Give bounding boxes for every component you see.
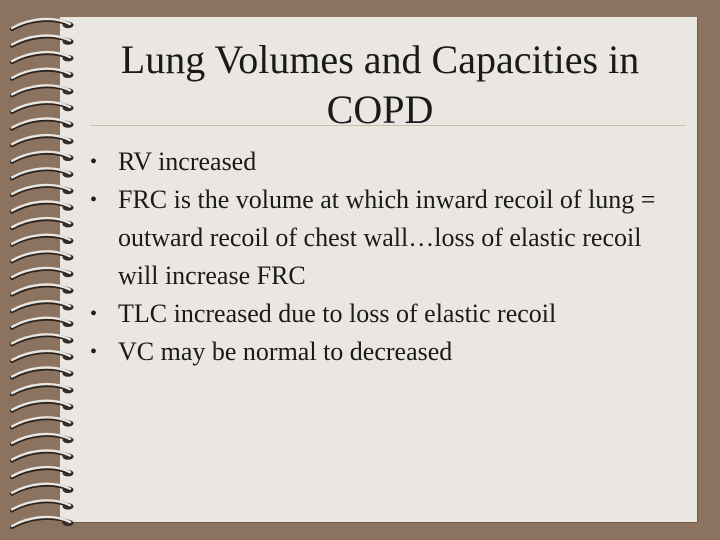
binding-ring — [12, 135, 74, 145]
bullet-item — [84, 295, 664, 333]
bullet-text: TLC increased due to loss of elastic recoil — [118, 299, 557, 328]
bullet-item — [84, 143, 664, 181]
slide-title — [90, 35, 670, 135]
binding-ring — [12, 484, 74, 494]
binding-ring — [12, 368, 74, 378]
title-line-1: Lung Volumes and Capacities in — [120, 37, 640, 82]
binding-ring — [12, 401, 74, 411]
bullet-dot-icon: • — [90, 341, 98, 363]
bullet-list — [84, 143, 664, 371]
bullet-dot-icon: • — [90, 151, 98, 173]
bullet-item — [84, 181, 664, 295]
binding-ring — [12, 168, 74, 178]
binding-ring — [12, 19, 74, 29]
binding-ring — [12, 85, 74, 95]
binding-ring — [12, 318, 74, 328]
bullet-text: FRC is the volume at which inward recoil of lung = outward recoil of chest wall…loss of elastic recoil will increase FRC — [118, 185, 656, 290]
binding-ring — [12, 268, 74, 278]
binding-ring — [12, 102, 74, 112]
binding-ring — [12, 285, 74, 295]
bullet-item — [84, 333, 664, 371]
binding-ring — [12, 384, 74, 394]
slide-canvas — [60, 17, 697, 522]
binding-ring — [12, 36, 74, 46]
spiral-binding-icon — [0, 0, 90, 540]
binding-ring — [12, 451, 74, 461]
bullet-dot-icon: • — [90, 303, 98, 325]
binding-ring — [12, 517, 74, 527]
bullet-text: VC may be normal to decreased — [118, 337, 453, 366]
binding-ring — [12, 185, 74, 195]
binding-ring — [12, 434, 74, 444]
binding-ring — [12, 235, 74, 245]
binding-ring — [12, 152, 74, 162]
binding-ring — [12, 417, 74, 427]
binding-ring — [12, 500, 74, 510]
binding-ring — [12, 119, 74, 129]
title-line-2: COPD — [326, 87, 434, 132]
binding-ring — [12, 467, 74, 477]
bullet-text: RV increased — [118, 147, 257, 176]
binding-ring — [12, 351, 74, 361]
binding-ring — [12, 52, 74, 62]
bullet-dot-icon: • — [90, 189, 98, 211]
title-divider — [90, 125, 686, 126]
binding-ring — [12, 334, 74, 344]
binding-ring — [12, 202, 74, 212]
binding-ring — [12, 251, 74, 261]
binding-ring — [12, 218, 74, 228]
binding-ring — [12, 301, 74, 311]
binding-ring — [12, 69, 74, 79]
